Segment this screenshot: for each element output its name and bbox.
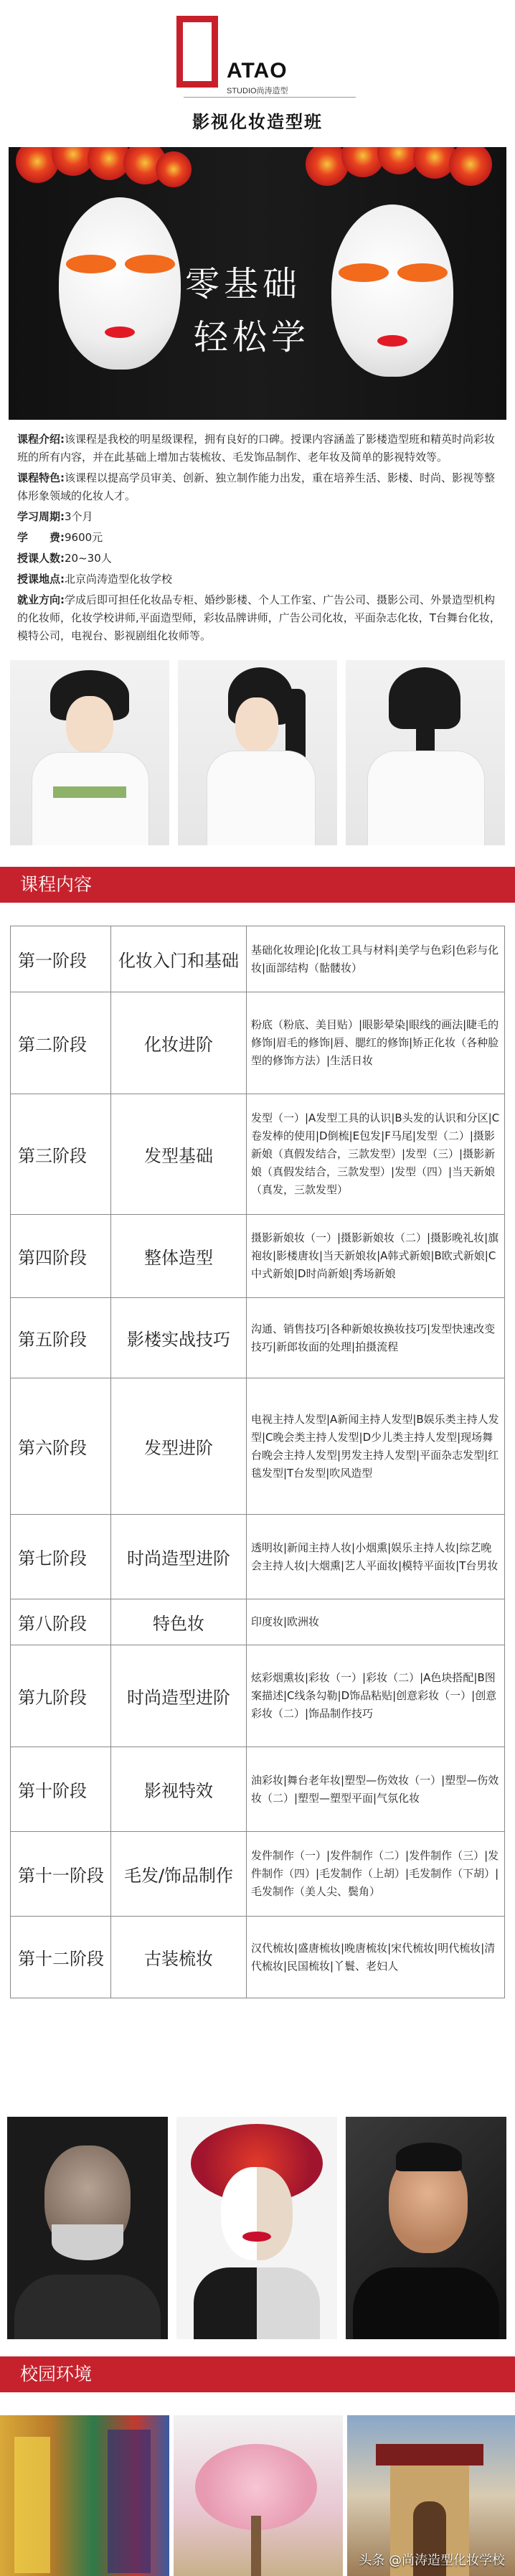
- content-cell: 电视主持人发型|A新闻主持人发型|B娱乐类主持人发型|C晚会类主持人发型|D少儿类主持人发型|现场舞台晚会主持人发型|男发主持人发型|平面杂志发型|红毯发型|T台发型|吹风造型: [247, 1378, 505, 1515]
- stage-cell: 第六阶段: [11, 1378, 111, 1515]
- topic-cell: 时尚造型进阶: [111, 1645, 247, 1747]
- banner-line-1: 零基础: [185, 264, 302, 304]
- content-cell: 透明妆|新闻主持人妆|小烟熏|娱乐主持人妆|综艺晚会主持人妆|大烟熏|艺人平面妆|模特平面妆|T台男妆: [247, 1515, 505, 1599]
- table-row: [11, 1298, 505, 1378]
- table-row: [11, 1215, 505, 1298]
- table-row: [11, 1515, 505, 1599]
- intro-item: 就业方向:学成后即可担任化妆品专柜、婚纱影楼、个人工作室、广告公司、摄影公司、外景造型机构的化妆师，化妆学校讲师,平面造型师，彩妆品牌讲师，广告公司化妆，平面杂志化妆，T台舞台化妆，模特公司，电视台、影视剧组化妆师等。: [17, 593, 501, 642]
- intro-item: 课程特色:该课程以提高学员审美、创新、独立制作能力出发，重在培养生活、影楼、时尚、影视等整体形象领域的化妆人才。: [17, 471, 496, 502]
- content-cell: 炫彩烟熏妆|彩妆（一）|彩妆（二）|A色块搭配|B图案描述|C线条勾勒|D饰品粘贴|创意彩妆（一）|创意彩妆（二）|饰品制作技巧: [247, 1645, 505, 1747]
- campus-photo-2: [174, 2415, 343, 2576]
- page-title: 影视化妆造型班: [192, 112, 323, 132]
- topic-cell: 整体造型: [111, 1215, 247, 1298]
- topic-cell: 时尚造型进阶: [111, 1515, 247, 1599]
- costume-photo-front: [10, 660, 169, 845]
- topic-cell: 毛发/饰品制作: [111, 1832, 247, 1917]
- teacher-photo-1: [7, 2117, 168, 2339]
- topic-cell: 特色妆: [111, 1599, 247, 1645]
- stage-cell: 第三阶段: [11, 1094, 111, 1215]
- topic-cell: 发型进阶: [111, 1378, 247, 1515]
- intro-item: 学习周期:3个月: [17, 510, 93, 523]
- table-row: [11, 1747, 505, 1832]
- stage-cell: 第八阶段: [11, 1599, 111, 1645]
- section-title-course: 课程内容: [20, 874, 93, 895]
- campus-photo-1: [0, 2415, 169, 2576]
- content-cell: 发型（一）|A发型工具的认识|B头发的认识和分区|C卷发棒的使用|D倒梳|E包发|F马尾|发型（二）|摄影新娘（真假发结合，三款发型）|发型（三）|摄影新娘（真假发结合，三款发型）|发型（四）|当天新娘（真发，三款发型）: [247, 1094, 505, 1215]
- campus-photos: [0, 2415, 515, 2576]
- table-row: [11, 1378, 505, 1515]
- content-cell: 油彩妆|舞台老年妆|塑型—伤效妆（一）|塑型—伤效妆（二）|塑型—塑型平面|气氛化妆: [247, 1747, 505, 1832]
- section-title-campus: 校园环境: [20, 2364, 93, 2384]
- costume-photo-side: [178, 660, 337, 845]
- stage-cell: 第一阶段: [11, 926, 111, 992]
- table-row: [11, 1917, 505, 1998]
- stage-cell: 第十一阶段: [11, 1832, 111, 1917]
- stage-cell: 第七阶段: [11, 1515, 111, 1599]
- costume-photo-back: [346, 660, 505, 845]
- teacher-photos: [7, 2117, 508, 2339]
- table-row: [11, 1645, 505, 1747]
- course-table: [10, 926, 505, 1998]
- stage-cell: 第四阶段: [11, 1215, 111, 1298]
- table-row: [11, 992, 505, 1094]
- topic-cell: 化妆入门和基础: [111, 926, 247, 992]
- intro-item: 学 费:9600元: [17, 531, 103, 544]
- stage-cell: 第九阶段: [11, 1645, 111, 1747]
- intro-item: 授课地点:北京尚涛造型化妆学校: [17, 573, 173, 586]
- table-row: [11, 1094, 505, 1215]
- content-cell: 沟通、销售技巧|各种新娘妆换妆技巧|发型快速改变技巧|新郎妆面的处理|拍摄流程: [247, 1298, 505, 1378]
- stage-cell: 第五阶段: [11, 1298, 111, 1378]
- content-cell: 粉底（粉底、美目贴）|眼影晕染|眼线的画法|睫毛的修饰|眉毛的修饰|唇、腮红的修饰|矫正化妆（各种脸型的修饰方法）|生活日妆: [247, 992, 505, 1094]
- intro-item: 课程介绍:该课程是我校的明星级课程，拥有良好的口碑。授课内容涵盖了影楼造型班和精英时尚彩妆班的所有内容，并在此基础上增加古装梳妆、毛发饰品制作、老年妆及简单的影视特效等。: [17, 433, 496, 464]
- logo-divider: [184, 97, 356, 98]
- topic-cell: 化妆进阶: [111, 992, 247, 1094]
- stage-cell: 第二阶段: [11, 992, 111, 1094]
- model-face-right: [331, 205, 453, 377]
- content-cell: 印度妆|欧洲妆: [247, 1599, 505, 1645]
- logo-subtitle: STUDIO尚涛造型: [227, 87, 288, 95]
- teacher-photo-3: [346, 2117, 506, 2339]
- watermark: 头条 @尚涛造型化妆学校: [359, 2553, 505, 2568]
- course-intro: [17, 431, 502, 648]
- costume-photos: [10, 660, 505, 845]
- topic-cell: 影楼实战技巧: [111, 1298, 247, 1378]
- content-cell: 摄影新娘妆（一）|摄影新娘妆（二）|摄影晚礼妆|旗袍妆|影楼唐妆|当天新娘妆|A韩式新娘|B欧式新娘|C中式新娘|D时尚新娘|秀场新娘: [247, 1215, 505, 1298]
- topic-cell: 古装梳妆: [111, 1917, 247, 1998]
- table-row: [11, 926, 505, 992]
- model-face-left: [59, 197, 181, 370]
- topic-cell: 影视特效: [111, 1747, 247, 1832]
- teacher-photo-2: [176, 2117, 337, 2339]
- intro-item: 授课人数:20~30人: [17, 552, 112, 565]
- flower-crown-right: [291, 147, 506, 212]
- banner-line-2: 轻松学: [194, 317, 311, 357]
- table-row: [11, 1832, 505, 1917]
- stage-cell: 第十阶段: [11, 1747, 111, 1832]
- stage-cell: 第十二阶段: [11, 1917, 111, 1998]
- hero-banner: [9, 147, 506, 420]
- content-cell: 基础化妆理论|化妆工具与材料|美学与色彩|色彩与化妆|面部结构（骷髅妆）: [247, 926, 505, 992]
- content-cell: 汉代梳妆|盛唐梳妆|晚唐梳妆|宋代梳妆|明代梳妆|清代梳妆|民国梳妆|丫鬟、老妇人: [247, 1917, 505, 1998]
- logo-mark: [176, 16, 218, 88]
- content-cell: 发件制作（一）|发件制作（二）|发件制作（三）|发件制作（四）|毛发制作（上胡）|毛发制作（下胡）|毛发制作（美人尖、鬓角）: [247, 1832, 505, 1917]
- table-row: [11, 1599, 505, 1645]
- topic-cell: 发型基础: [111, 1094, 247, 1215]
- logo-brand: ATAO: [227, 59, 288, 83]
